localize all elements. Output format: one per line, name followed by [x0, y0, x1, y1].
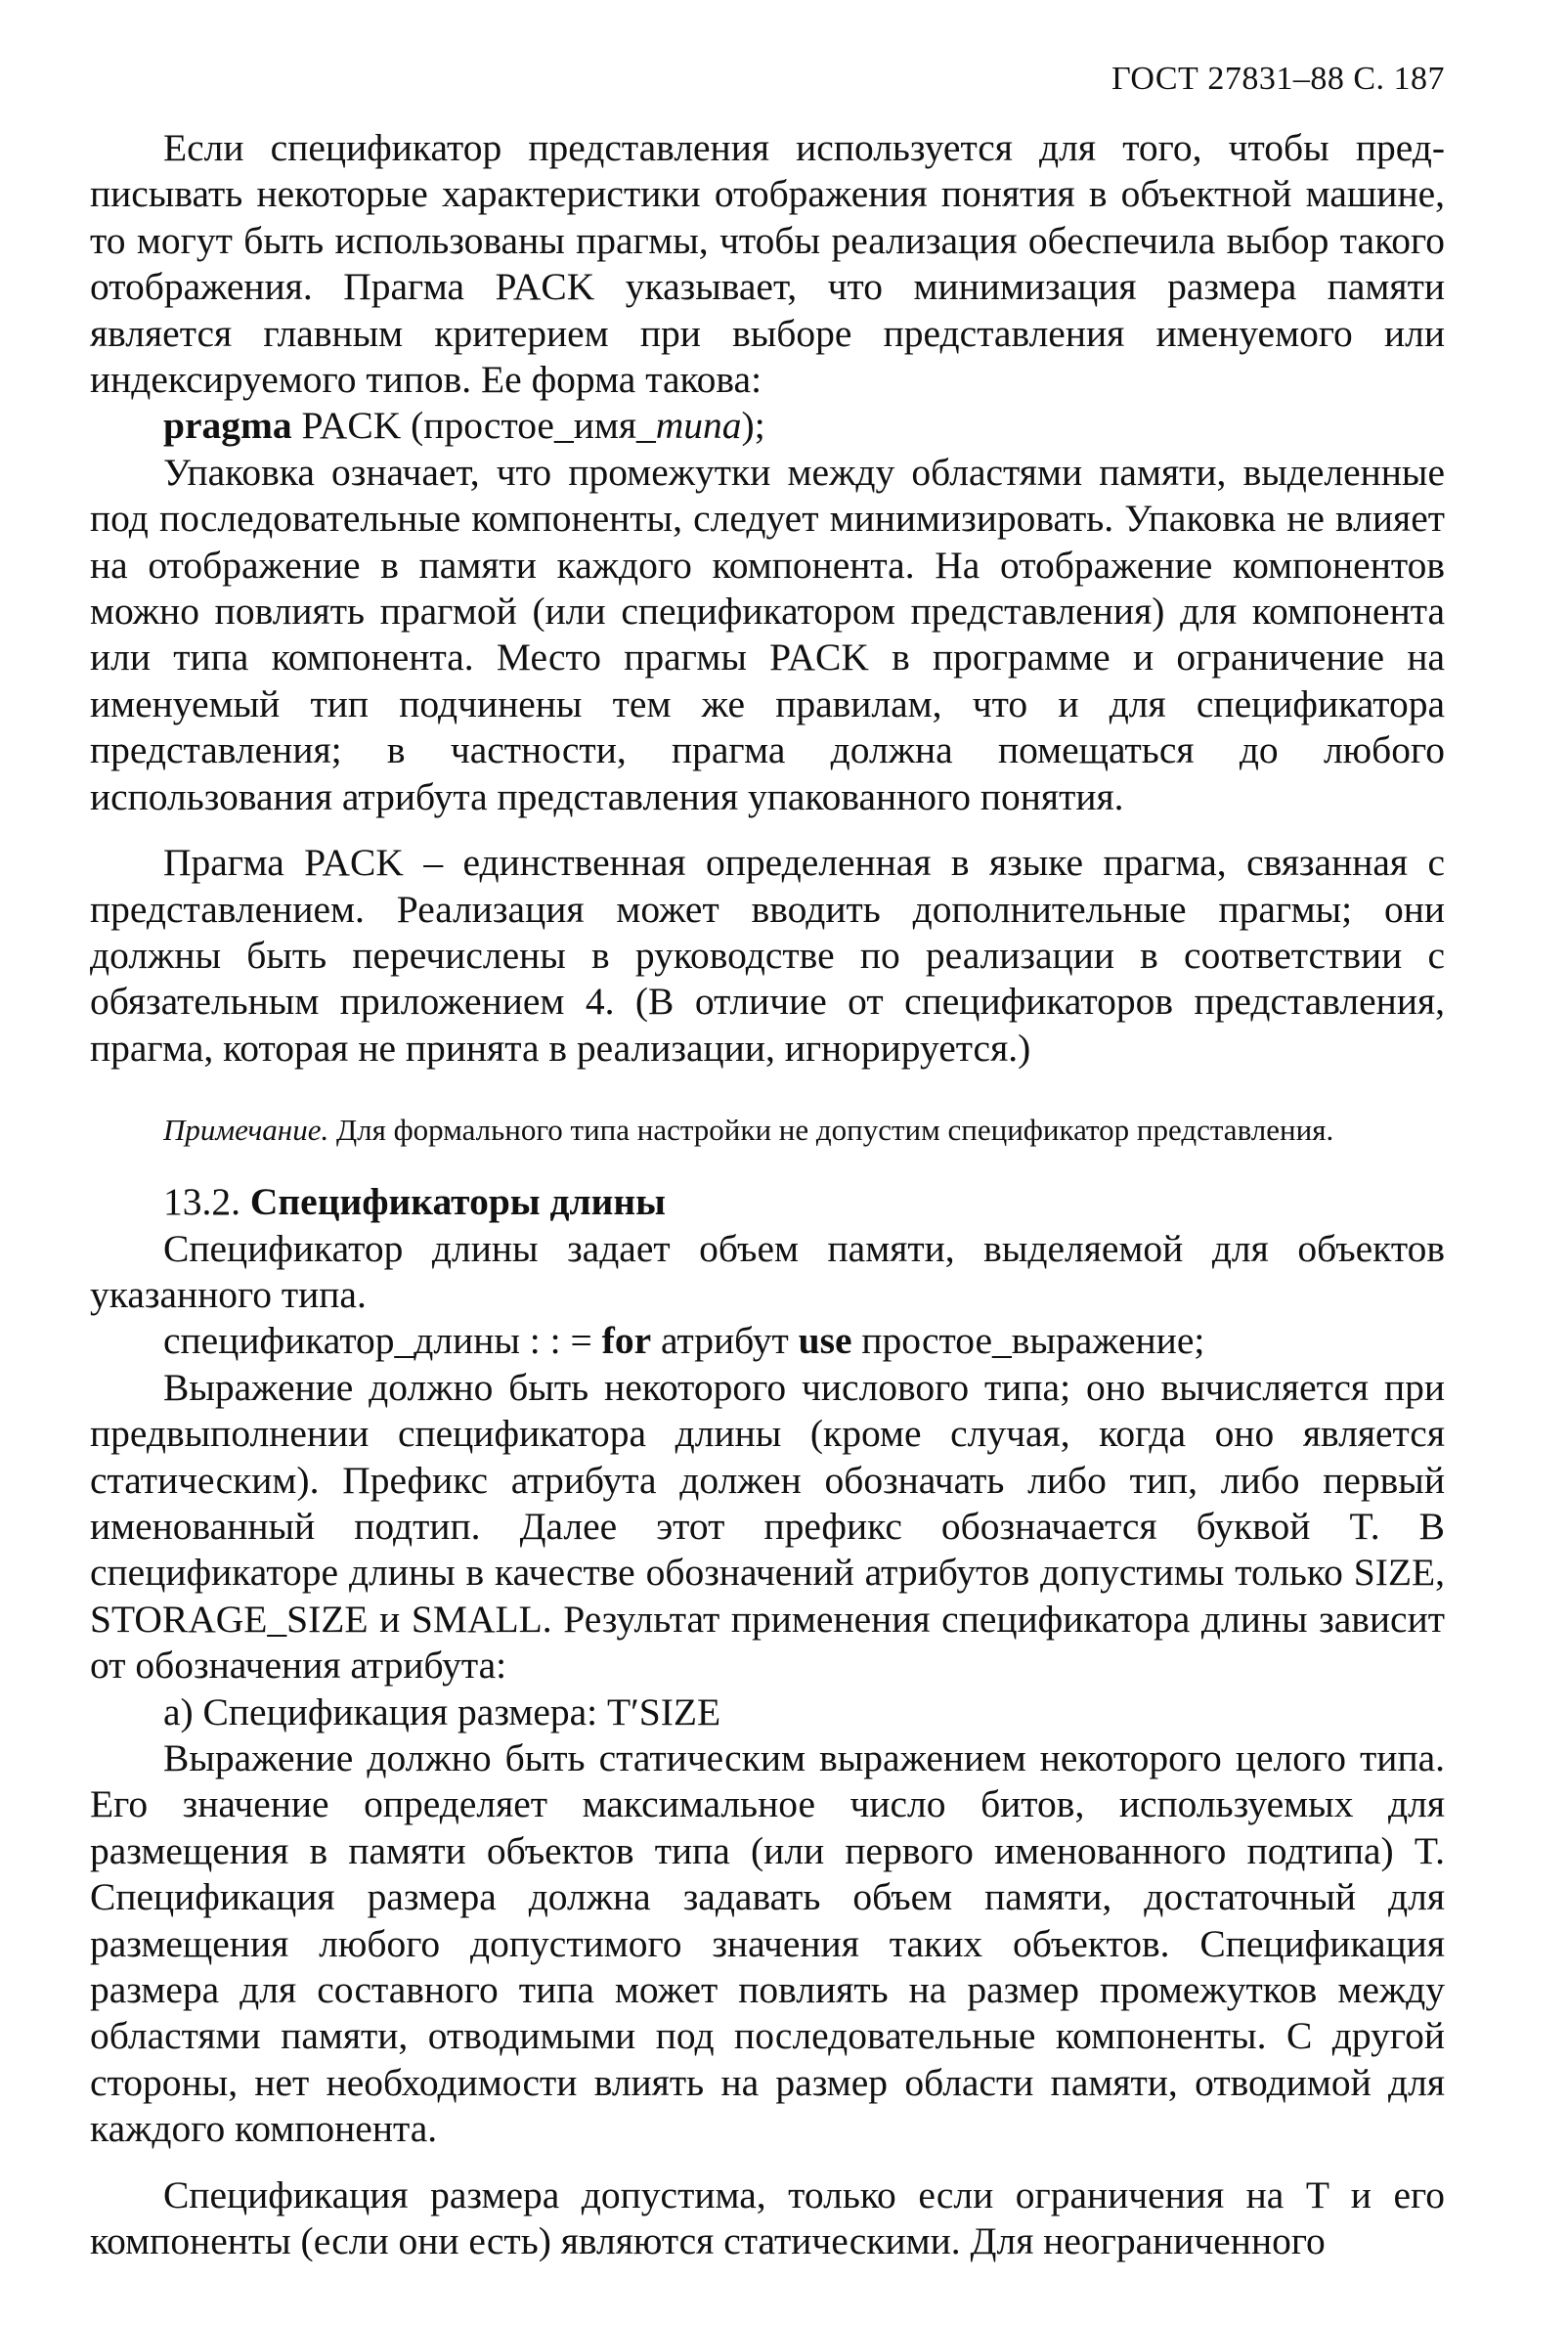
paragraph-size-static: Спецификация размера допустима, только если ограничения на T и его компоненты (если они есть) являются статическими. Для неограниченного [90, 2172, 1445, 2263]
item-size-specification: а) Спецификация размера: T′SIZE [163, 1689, 721, 1733]
pragma-syntax-middle: PACK (простое_имя_ [291, 404, 656, 448]
paragraph-representation-pragmas: Если спецификатор представления используется для того, чтобы предписывать некоторые характеристики отображения понятия в объектной машине, то могут быть использованы прагмы, чтобы реализация обеспечила выбор такого отображения. Прагма PACK указывает, что минимизация размера памяти является главным критерием при выборе представления именуемого или индексируемого типов. Ее форма такова: [90, 126, 1445, 402]
note [90, 1111, 1445, 1150]
page-body [90, 125, 1445, 2264]
section-number: 13.2. [163, 1180, 250, 1224]
pragma-syntax-end: ); [741, 404, 765, 448]
paragraph-pack-only-pragma: Прагма PACK – единственная определенная в языке прагма, связанная с представлением. Реализация может вводить дополнительные прагмы; они должны быть перечислены в руководстве по реализации в соответствии с обязательным приложением 4. (В отличие от спецификаторов представления, прагма, которая не принята в реализации, игнорируется.) [90, 841, 1445, 1070]
paragraph-length-clause-intro: Спецификатор длины задает объем памяти, выделяемой для объектов указанного типа. [90, 1226, 1445, 1316]
page-header: ГОСТ 27831–88 С. 187 [1111, 61, 1445, 97]
pragma-keyword: pragma [163, 404, 292, 448]
paragraph-packing: Упаковка означает, что промежутки между областями памяти, выделенные под последовательные компоненты, следует минимизировать. Упаковка не влияет на отображение в памяти каждого компонента. На отображение компонентов можно повлиять прагмой (или спецификатором представления) для компонента или типа компонента. Место прагмы PACK в программе и ограничение на именуемый тип подчинены тем же правилам, что и для спецификатора представления; в частности, прагма должна помещаться до любого использования атрибута представления упакованного понятия. [90, 450, 1445, 818]
note-text: Для формального типа настройки не допустим спецификатор представления. [328, 1113, 1334, 1148]
pragma-pack-syntax [163, 403, 1445, 449]
length-clause-syntax [163, 1318, 1445, 1364]
note-label: Примечание. [163, 1113, 329, 1148]
syntax-for-keyword: for [601, 1319, 652, 1363]
paragraph-size-specification: Выражение должно быть статическим выражением некоторого целого типа. Его значение определяет максимальное число битов, используемых для размещения в памяти объектов типа (или первого именованного подтипа) T. Спецификация размера должна задавать объем памяти, достаточный для размещения любого допустимого значения таких объектов. Спецификация размера для составного типа может повлиять на размер промежутков между областями памяти, отводимыми под последовательные компоненты. С другой стороны, нет необходимости влиять на размер области памяти, отводимой для каждого компонента. [90, 1736, 1445, 2151]
section-title: Спецификаторы длины [249, 1180, 667, 1224]
syntax-rhs: простое_выражение; [851, 1319, 1205, 1363]
syntax-use-keyword: use [798, 1319, 852, 1363]
syntax-lhs: спецификатор_длины : : = [163, 1319, 602, 1363]
syntax-attribute: атрибут [651, 1319, 799, 1363]
pragma-syntax-type-word: типа [655, 404, 742, 448]
paragraph-expression-rules: Выражение должно быть некоторого числового типа; оно вычисляется при предвыполнении спецификатора длины (кроме случая, когда оно является статическим). Префикс атрибута должен обозначать либо тип, либо первый именованный подтип. Далее этот префикс обозначается буквой T. В спецификаторе длины в качестве обозначений атрибутов допустимы только SIZE, STORAGE_SIZE и SMALL. Результат применения спецификатора длины зависит от обозначения атрибута: [90, 1365, 1445, 1688]
section-heading [163, 1179, 1445, 1225]
